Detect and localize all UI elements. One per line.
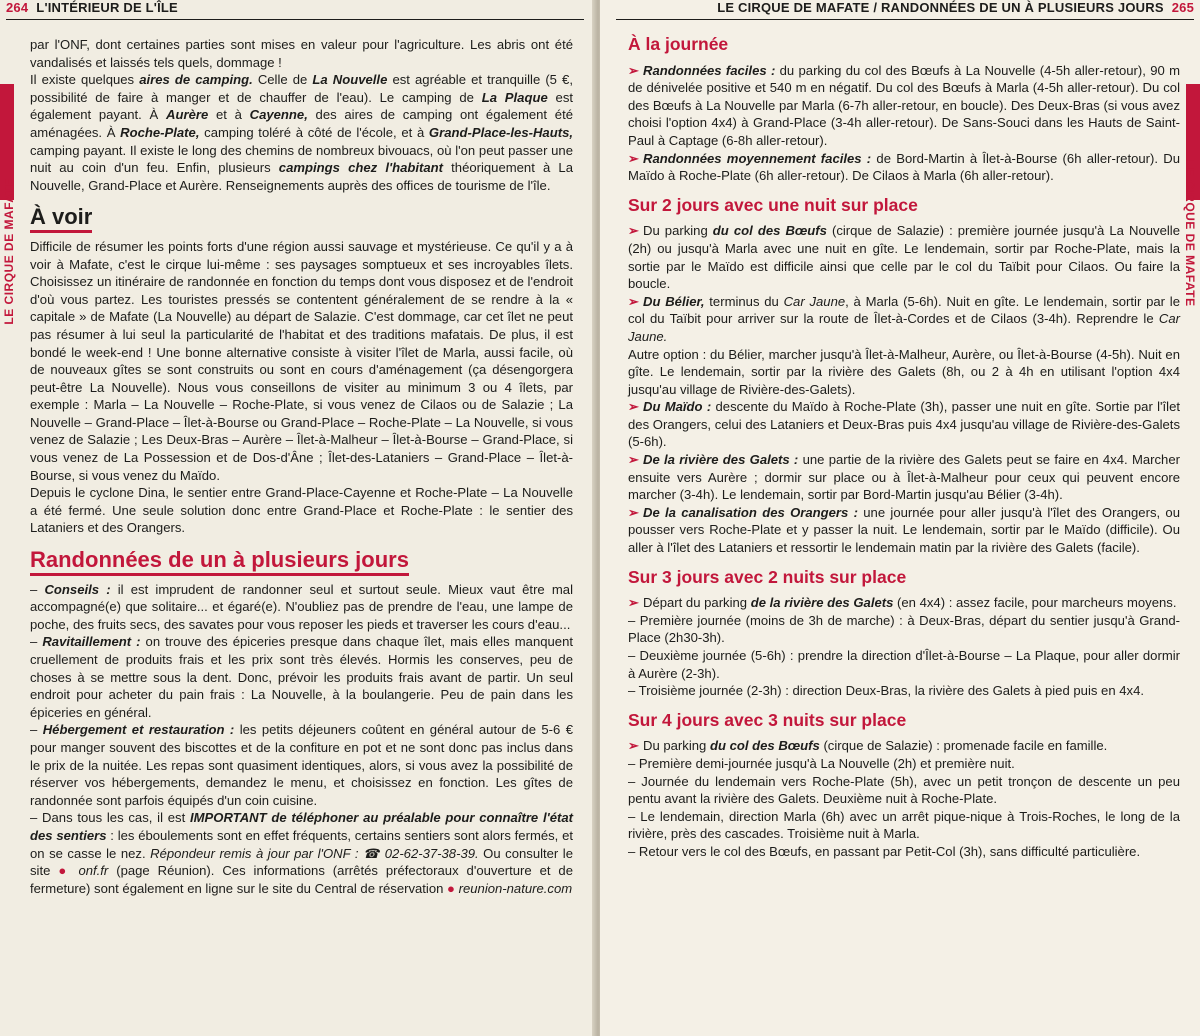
a-voir-paragraph: Difficile de résumer les points forts d'une région aussi sauvage et mystérieuse. Ce qu'il y a à voir à Mafate, c'est le cirque lui-même : ses paysages somptueux et ses incroyables îlets. Choisissez un itinéraire de randonnée en fonction du temps dont vous disposez et de l'endroit d'où vous partez. Les touristes pressés se contentent généralement de se rendre à la « capitale » de Mafate (La Nouvelle) au départ de Salazie. C'est dommage, car cet îlet ne peut pas résumer à lui seul la particularité de l'habitat et des traditions mafatais. De plus, il est bondé le week-end ! Une bonne alternative consiste à visiter l'îlet de Marla, aussi facile, où de nouveaux gîtes se sont construits ou sont en cours d'aménagement (ça désengorgera peut-être La Nouvelle). Nous vous conseillons de visiter au minimum 3 ou 4 îlets, par exemple : Marla – La Nouvelle – Roche-Plate, si vous venez de Cilaos ou de Salazie ; La Nouvelle – Grand-Place – Îlet-à-Bourse ou Grand-Place – Roche-Plate – La Nouvelle, si vous venez de Salazie ; Les Deux-Bras – Aurère – Îlet-à-Malheur – Îlet-à-Bourse – Grand-Place, si vous venez de La Possession et de Dos-d'Âne ; Îlet-des-Lataniers – Grand-Place – Îlet-à-Bourse, si vous venez du Maïdo.	[30, 238, 573, 483]
four-day-step: – Première demi-journée jusqu'à La Nouvelle (2h) et première nuit.	[628, 755, 1015, 771]
important-item: – Dans tous les cas, il est IMPORTANT de téléphoner au préalable pour connaître l'état des sentiers : les éboulements sont en effet fréquents, certains sentiers sont alors fermés, et on se casse le nez. Répondeur remis à jour par l'ONF : ☎ 02-62-37-38-39. Ou consulter le site ● onf.fr (page Réunion). Ces informations (arrêtés préfectoraux d'ouverture et de fermeture) sont également en ligne sur le site du Central de réservation ● reunion-nature.com	[30, 810, 573, 896]
side-label-left: LE CIRQUE DE MAFATE	[2, 178, 16, 325]
two-day-item: ➢ Du Bélier, terminus du Car Jaune, à Marla (5-6h). Nuit en gîte. Le lendemain, sortir par le col du Taïbit pour arriver sur la route de Îlet-à-Cordes et de Cilaos (3-4h). Reprendre le Car Jaune.	[628, 293, 1180, 344]
a-voir-paragraph-2: Depuis le cyclone Dina, le sentier entre Grand-Place-Cayenne et Roche-Plate – La Nouvelle a été fermé. Une seule solution donc entre Grand-Place et Roche-Plate : le sentier des Lataniers et des Orangers.	[30, 485, 573, 536]
header-rule-right	[616, 19, 1194, 20]
left-running-head	[6, 0, 178, 18]
page-number-left: 264	[6, 0, 29, 15]
four-day-step: – Le lendemain, direction Marla (6h) avec un arrêt pique-nique à Trois-Roches, le long de la rivière, près des cascades. Troisième nuit à Marla.	[628, 808, 1180, 842]
ravitaillement-item: – Ravitaillement : on trouve des épiceries presque dans chaque îlet, mais elles manquent cruellement de produits frais et les prix sont très élevés. Hormis les conserves, peu de choses à se mettre sous la dent. Donc, prévoir les produits frais avant de partir. Un seul endroit pour acheter du pain frais : La Nouvelle, à la boulangerie. Peu de pain dans les épiceries en général.	[30, 634, 574, 720]
conseils-item: – Conseils : il est imprudent de randonner seul et surtout seule. Mieux vaut être mal accompagné(e) que solitaire... et égaré(e). N'oubliez pas de prendre de l'eau, une lampe de poche, des fruits secs, des savates pour vous reposer les pieds et traverser les cours d'eau...	[30, 581, 573, 632]
randonnees-moyennes-item: ➢ Randonnées moyennement faciles : de Bord-Martin à Îlet-à-Bourse (6h aller-retour). Du Maïdo à Roche-Plate (6h aller-retour). De Cilaos à Marla (6h aller-retour).	[628, 150, 1180, 184]
section-title-a-voir: À voir	[30, 208, 573, 226]
three-day-step: – Première journée (moins de 3h de marche) : à Deux-Bras, départ du sentier jusqu'à Grand-Place (2h30-3h).	[628, 612, 1180, 646]
subsection-4-jours: Sur 4 jours avec 3 nuits sur place	[628, 709, 907, 730]
red-arrow-icon: ➢	[628, 223, 639, 239]
subsection-3-jours: Sur 3 jours avec 2 nuits sur place	[628, 566, 907, 587]
randonnees-faciles-item: ➢ Randonnées faciles : du parking du col des Bœufs à La Nouvelle (4-5h aller-retour), 90 m de dénivelée positive et 540 m en négatif. Du col des Bœufs à Marla (4-5h aller-retour). Du col des Bœufs à La Nouvelle par Marla (6-7h aller-retour, en boucle). Des Deux-Bras (si vous avez choisi l'option 4x4) à Grand-Place (3-4h aller-retour). De Sans-Souci dans les Hauts de Saint-Paul à Captage (6-8h aller-retour).	[628, 62, 1180, 148]
red-arrow-icon: ➢	[628, 399, 639, 415]
two-day-item: ➢ Du Maïdo : descente du Maïdo à Roche-Plate (3h), passer une nuit en gîte. Sortie par l'îlet des Orangers, celui des Lataniers et Deux-Bras puis 4x4 jusqu'au village de Rivière-des-Galets (5-6h).	[628, 399, 1180, 450]
red-arrow-icon: ➢	[628, 150, 639, 166]
page-number-right: 265	[1171, 0, 1194, 15]
right-page	[600, 0, 1200, 1036]
two-day-item: ➢ Du parking du col des Bœufs (cirque de Salazie) : première journée jusqu'à La Nouvelle (2h) ou jusqu'à Marla avec une nuit en gîte. Le lendemain, sortir par Roche-Plate, mais la sortie par le Maïdo est difficile ainsi que celle par le col du Taïbit pour Cilaos. Ou faire la boucle.	[628, 223, 1180, 292]
running-title-left: L'INTÉRIEUR DE L'ÎLE	[36, 0, 178, 15]
red-arrow-icon: ➢	[628, 293, 639, 309]
side-label-right: LE CIRQUE DE MAFATE	[1183, 160, 1197, 307]
four-day-step: – Retour vers le col des Bœufs, en passant par Petit-Col (3h), sans difficulté particulière.	[628, 843, 1141, 859]
two-day-item: ➢ De la canalisation des Orangers : une journée pour aller jusqu'à l'îlet des Orangers, ou pousser vers Roche-Plate et y passer la nuit. Le lendemain, sortir par le Maïdo (difficile). Ou aller à l'îlet des Lataniers et ressortir le lendemain matin par la rivière des Galets (facile).	[628, 504, 1180, 556]
red-arrow-icon: ➢	[628, 504, 639, 520]
three-day-item: ➢ Départ du parking de la rivière des Galets (en 4x4) : assez facile, pour marcheurs moyens.	[628, 595, 1177, 611]
three-day-step: – Troisième journée (2-3h) : direction Deux-Bras, la rivière des Galets à pied puis en 4x4.	[628, 683, 1144, 699]
header-rule-left	[6, 19, 584, 20]
red-arrow-icon: ➢	[628, 595, 639, 611]
right-column	[628, 36, 1180, 861]
subsection-a-la-journee: À la journée	[628, 34, 729, 54]
subsection-2-jours: Sur 2 jours avec une nuit sur place	[628, 194, 918, 215]
four-day-item: ➢ Du parking du col des Bœufs (cirque de Salazie) : promenade facile en famille.	[628, 738, 1108, 754]
red-arrow-icon: ➢	[628, 452, 639, 468]
running-title-right: LE CIRQUE DE MAFATE / RANDONNÉES DE UN À PLUSIEURS JOURS	[717, 0, 1164, 15]
right-running-head	[717, 0, 1194, 18]
red-dot-icon: ●	[58, 863, 71, 879]
red-dot-icon: ●	[447, 880, 455, 896]
red-arrow-icon: ➢	[628, 62, 639, 78]
section-title-randonnees: Randonnées de un à plusieurs jours	[30, 551, 573, 569]
left-page	[0, 0, 594, 1036]
left-column	[30, 36, 573, 897]
two-day-item: ➢ De la rivière des Galets : une partie de la rivière des Galets peut se faire en 4x4. Marcher ensuite vers Aurère ; dormir sur place ou à Îlet-à-Malheur pour ceux qui peuvent encore marcher (3-4h). Le lendemain, sortir par Bord-Martin jusqu'au Bélier (3-4h).	[628, 452, 1180, 503]
reunion-nature-link[interactable]: reunion-nature.com	[458, 880, 573, 896]
red-arrow-icon: ➢	[628, 738, 639, 754]
three-day-step: – Deuxième journée (5-6h) : prendre la direction d'Îlet-à-Bourse – La Plaque, pour aller dormir à Aurère (2-3h).	[628, 648, 1180, 681]
camping-paragraph: par l'ONF, dont certaines parties sont mises en valeur pour l'agriculture. Les abris ont été vandalisés et laissés tels quels, dommage ! Il existe quelques aires de camping. Celle de La Nouvelle est agréable et tranquille (5 €, possibilité de faire à manger et de chauffer de l'eau). Le camping de La Plaque est également payant. À Aurère et à Cayenne, des aires de camping ont également été aménagées. À Roche-Plate, camping toléré à côté de l'école, et à Grand-Place-les-Hauts, camping payant. Il existe le long des chemins de nombreux bivouacs, où l'on peut passer une nuit au coin d'un feu. Enfin, plusieurs campings chez l'habitant théoriquement à La Nouvelle, Grand-Place et Aurère. Renseignements auprès des offices de tourisme de l'île.	[30, 37, 574, 193]
two-day-alt-option: Autre option : du Bélier, marcher jusqu'à Îlet-à-Malheur, Aurère, ou Îlet-à-Bourse (4-5h). Nuit en gîte. Le lendemain, sortir par la rivière des Galets (8h, ou 2 à 4h en utilisant l'option 4x4 jusqu'au village de Rivière-des-Galets).	[628, 346, 1180, 397]
onf-link[interactable]: onf.fr	[78, 863, 109, 879]
four-day-step: – Journée du lendemain vers Roche-Plate (5h), avec un petit tronçon de descente un peu pentu avant la rivière des Galets. Deuxième nuit à Roche-Plate.	[628, 773, 1180, 807]
hebergement-item: – Hébergement et restauration : les petits déjeuners coûtent en général autour de 5-6 € pour manger souvent des biscottes et de la confiture en pot et ne sont donc pas inclus dans le prix de la nuitée. Les repas sont quasiment identiques, alors, si vous avez la possibilité de réserver vos hébergements, demandez le menu, et choisissez en fonction. Les gîtes de randonnée sont parfois équipés d'un coin cuisine.	[30, 722, 573, 808]
